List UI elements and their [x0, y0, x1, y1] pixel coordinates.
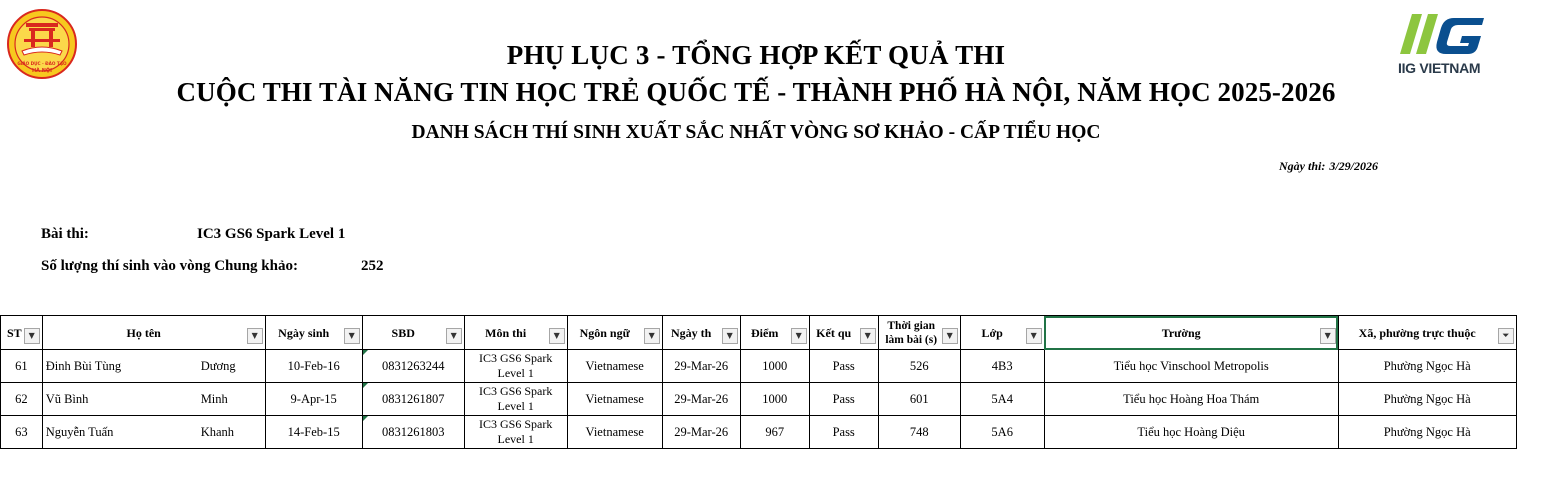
cell-stt[interactable]: 63	[1, 416, 43, 449]
cell-exam-date[interactable]: 29-Mar-26	[662, 383, 740, 416]
filter-active-icon[interactable]: ⏷	[1498, 328, 1514, 344]
cell-school[interactable]: Tiểu học Hoàng Hoa Thám	[1044, 383, 1338, 416]
cell-given-name: Minh	[200, 392, 228, 406]
filter-dropdown-icon[interactable]: ▼	[344, 328, 360, 344]
cell-given-name: Dương	[200, 359, 236, 373]
cell-result[interactable]: Pass	[809, 350, 878, 383]
cell-duration[interactable]: 748	[878, 416, 960, 449]
cell-surname: Vũ Bình	[45, 392, 89, 406]
cell-school[interactable]: Tiểu học Vinschool Metropolis	[1044, 350, 1338, 383]
exam-date-label: Ngày thi:	[1279, 159, 1326, 173]
cell-stt[interactable]: 61	[1, 350, 43, 383]
table-row	[1, 383, 1517, 416]
table-row	[1, 416, 1517, 449]
cell-language[interactable]: Vietnamese	[567, 416, 662, 449]
exam-label: Bài thi:	[41, 226, 89, 242]
cell-subject[interactable]: IC3 GS6 Spark Level 1	[464, 416, 567, 449]
filter-dropdown-icon[interactable]: ▼	[446, 328, 462, 344]
filter-dropdown-icon[interactable]: ▼	[1026, 328, 1042, 344]
col-header-subject: Môn thi ▼	[464, 316, 567, 350]
cell-dob[interactable]: 9-Apr-15	[265, 383, 362, 416]
results-table	[0, 315, 1517, 449]
col-header-school[interactable]: Trường ▼	[1044, 316, 1338, 350]
col-header-language: Ngôn ngữ ▼	[567, 316, 662, 350]
cell-language[interactable]: Vietnamese	[567, 350, 662, 383]
cell-score[interactable]: 1000	[740, 383, 809, 416]
cell-class[interactable]: 5A6	[960, 416, 1044, 449]
page-title: PHỤ LỤC 3 - TỔNG HỢP KẾT QUẢ THI	[506, 40, 1006, 70]
cell-stt[interactable]: 62	[1, 383, 43, 416]
cell-ward[interactable]: Phường Ngọc Hà	[1338, 416, 1516, 449]
col-header-exam-date: Ngày th ▼	[662, 316, 740, 350]
svg-text:GIÁO DỤC · ĐÀO TẠO: GIÁO DỤC · ĐÀO TẠO	[17, 61, 67, 66]
exam-value: IC3 GS6 Spark Level 1	[197, 226, 346, 242]
finalist-count-value: 252	[361, 258, 384, 274]
cell-school[interactable]: Tiểu học Hoàng Diệu	[1044, 416, 1338, 449]
col-header-score: Điểm ▼	[740, 316, 809, 350]
col-header-duration: Thời gian làm bài (s) ▼	[878, 316, 960, 350]
cell-score[interactable]: 967	[740, 416, 809, 449]
col-header-ward: Xã, phường trực thuộc ⏷	[1338, 316, 1516, 350]
table-row	[1, 350, 1517, 383]
cell-exam-date[interactable]: 29-Mar-26	[662, 350, 740, 383]
filter-dropdown-icon[interactable]: ▼	[24, 328, 40, 344]
filter-dropdown-icon[interactable]: ▼	[549, 328, 565, 344]
filter-dropdown-icon[interactable]: ▼	[722, 328, 738, 344]
cell-result[interactable]: Pass	[809, 383, 878, 416]
exam-date-value: 3/29/2026	[1329, 159, 1379, 173]
col-header-dob: Ngày sinh ▼	[265, 316, 362, 350]
svg-text:HÀ NỘI: HÀ NỘI	[31, 68, 53, 74]
cell-class[interactable]: 4B3	[960, 350, 1044, 383]
cell-subject[interactable]: IC3 GS6 Spark Level 1	[464, 383, 567, 416]
cell-duration[interactable]: 601	[878, 383, 960, 416]
col-header-class: Lớp ▼	[960, 316, 1044, 350]
cell-ward[interactable]: Phường Ngọc Hà	[1338, 383, 1516, 416]
competition-title: CUỘC THI TÀI NĂNG TIN HỌC TRẺ QUỐC TẾ - THÀNH PHỐ HÀ NỘI, NĂM HỌC 2025-2026	[176, 77, 1336, 107]
cell-surname: Đinh Bùi Tùng	[45, 359, 122, 373]
cell-name[interactable]	[42, 350, 265, 383]
cell-exam-date[interactable]: 29-Mar-26	[662, 416, 740, 449]
filter-dropdown-icon[interactable]: ▼	[942, 328, 958, 344]
col-header-sbd: SBD ▼	[362, 316, 464, 350]
cell-sbd[interactable]: 0831261807	[362, 383, 464, 416]
filter-dropdown-icon[interactable]: ▼	[791, 328, 807, 344]
cell-result[interactable]: Pass	[809, 416, 878, 449]
list-subtitle: DANH SÁCH THÍ SINH XUẤT SẮC NHẤT VÒNG SƠ KHẢO - CẤP TIỂU HỌC	[411, 122, 1101, 143]
cell-dob[interactable]: 10-Feb-16	[265, 350, 362, 383]
cell-subject[interactable]: IC3 GS6 Spark Level 1	[464, 350, 567, 383]
col-header-name: Họ tên ▼	[42, 316, 265, 350]
cell-sbd[interactable]: 0831261803	[362, 416, 464, 449]
filter-dropdown-icon[interactable]: ▼	[1320, 328, 1336, 344]
cell-name[interactable]	[42, 383, 265, 416]
filter-dropdown-icon[interactable]: ▼	[860, 328, 876, 344]
col-header-result: Kết qu ▼	[809, 316, 878, 350]
cell-surname: Nguyễn Tuấn	[45, 425, 114, 439]
cell-class[interactable]: 5A4	[960, 383, 1044, 416]
cell-ward[interactable]: Phường Ngọc Hà	[1338, 350, 1516, 383]
cell-duration[interactable]: 526	[878, 350, 960, 383]
exam-date	[1279, 159, 1378, 174]
cell-name[interactable]	[42, 416, 265, 449]
col-header-stt: ST ▼	[1, 316, 43, 350]
cell-dob[interactable]: 14-Feb-15	[265, 416, 362, 449]
table-header-row	[1, 316, 1517, 350]
filter-dropdown-icon[interactable]: ▼	[644, 328, 660, 344]
cell-sbd[interactable]: 0831263244	[362, 350, 464, 383]
filter-dropdown-icon[interactable]: ▼	[247, 328, 263, 344]
finalist-count-label: Số lượng thí sinh vào vòng Chung khảo:	[41, 258, 298, 274]
cell-language[interactable]: Vietnamese	[567, 383, 662, 416]
cell-score[interactable]: 1000	[740, 350, 809, 383]
cell-given-name: Khanh	[200, 425, 235, 439]
iig-vietnam-wordmark: IIG VIETNAM	[1398, 60, 1481, 76]
